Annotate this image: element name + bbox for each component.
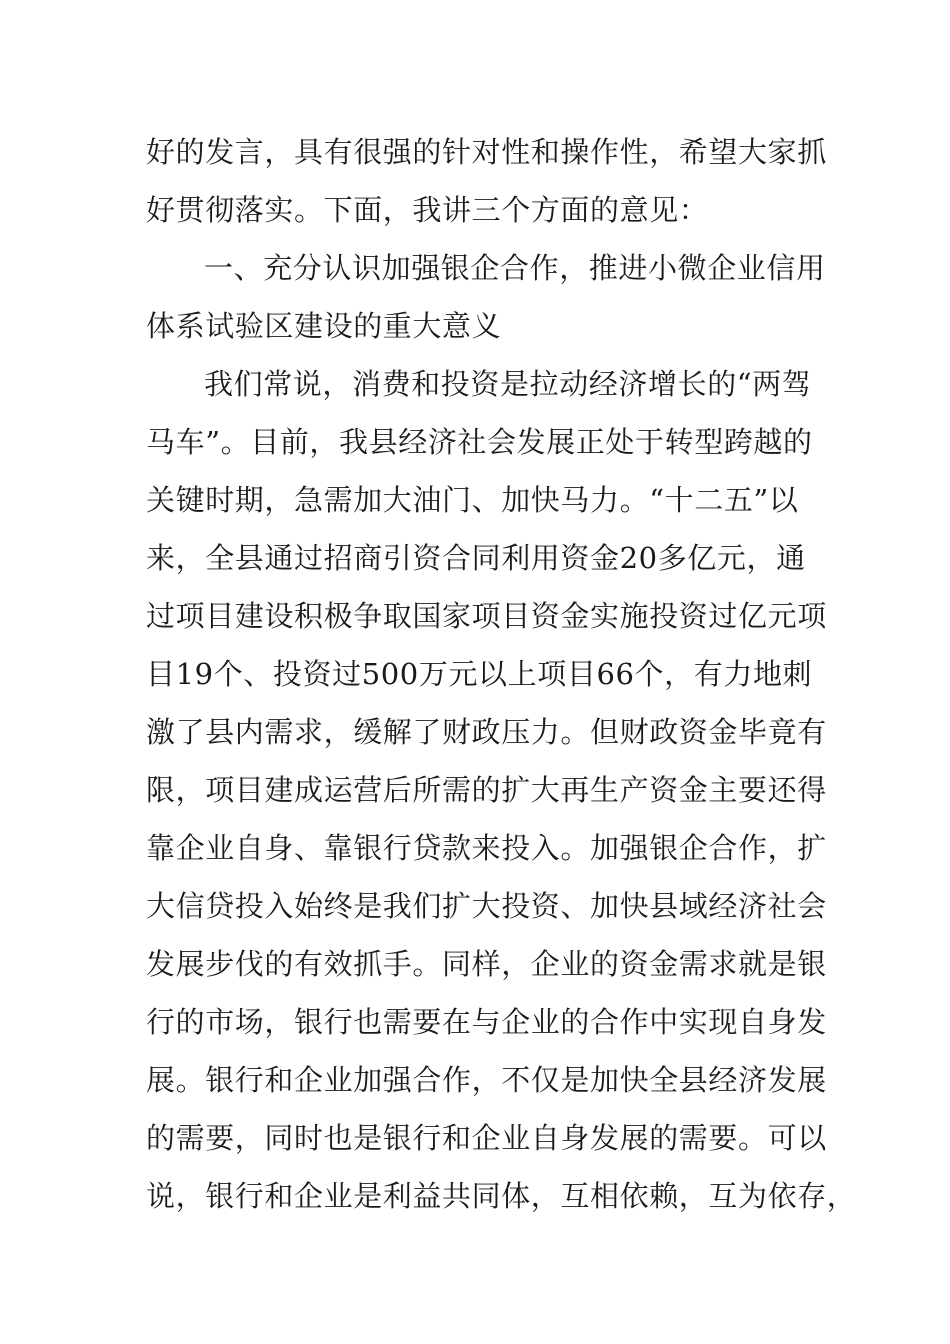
paragraph-line-9: 靠企业自身、靠银行贷款来投入。加强银企合作，扩 (146, 831, 827, 865)
paragraph-line-8: 限，项目建成运营后所需的扩大再生产资金主要还得 (146, 773, 827, 807)
paragraph-line-15: 说，银行和企业是利益共同体，互相依赖，互为依存， (146, 1179, 857, 1213)
paragraph-line-12: 行的市场，银行也需要在与企业的合作中实现自身发 (146, 1005, 827, 1039)
paragraph-line-2: 马车”。目前，我县经济社会发展正处于转型跨越的 (146, 425, 813, 459)
paragraph-line-11: 发展步伐的有效抓手。同样，企业的资金需求就是银 (146, 947, 827, 981)
paragraph-line-10: 大信贷投入始终是我们扩大投资、加快县域经济社会 (146, 889, 827, 923)
paragraph-line-1: 我们常说，消费和投资是拉动经济增长的“两驾 (204, 367, 812, 401)
paragraph-line-5: 过项目建设积极争取国家项目资金实施投资过亿元项 (146, 599, 827, 633)
paragraph-line-14: 的需要，同时也是银行和企业自身发展的需要。可以 (146, 1121, 827, 1155)
text-line-2: 好贯彻落实。下面，我讲三个方面的意见： (146, 193, 709, 227)
paragraph-line-13: 展。银行和企业加强合作，不仅是加快全县经济发展 (146, 1063, 827, 1097)
section-heading-line-1: 一、充分认识加强银企合作，推进小微企业信用 (204, 251, 826, 285)
text-line-1: 好的发言，具有很强的针对性和操作性，希望大家抓 (146, 135, 827, 169)
document-body (146, 123, 857, 1225)
paragraph-line-6: 目19个、投资过500万元以上项目66个，有力地刺 (146, 657, 813, 691)
paragraph-line-4: 来，全县通过招商引资合同利用资金20多亿元，通 (146, 541, 806, 575)
paragraph-line-7: 激了县内需求，缓解了财政压力。但财政资金毕竟有 (146, 715, 827, 749)
section-heading-line-2: 体系试验区建设的重大意义 (146, 309, 502, 343)
paragraph-line-3: 关键时期，急需加大油门、加快马力。“十二五”以 (146, 483, 799, 517)
